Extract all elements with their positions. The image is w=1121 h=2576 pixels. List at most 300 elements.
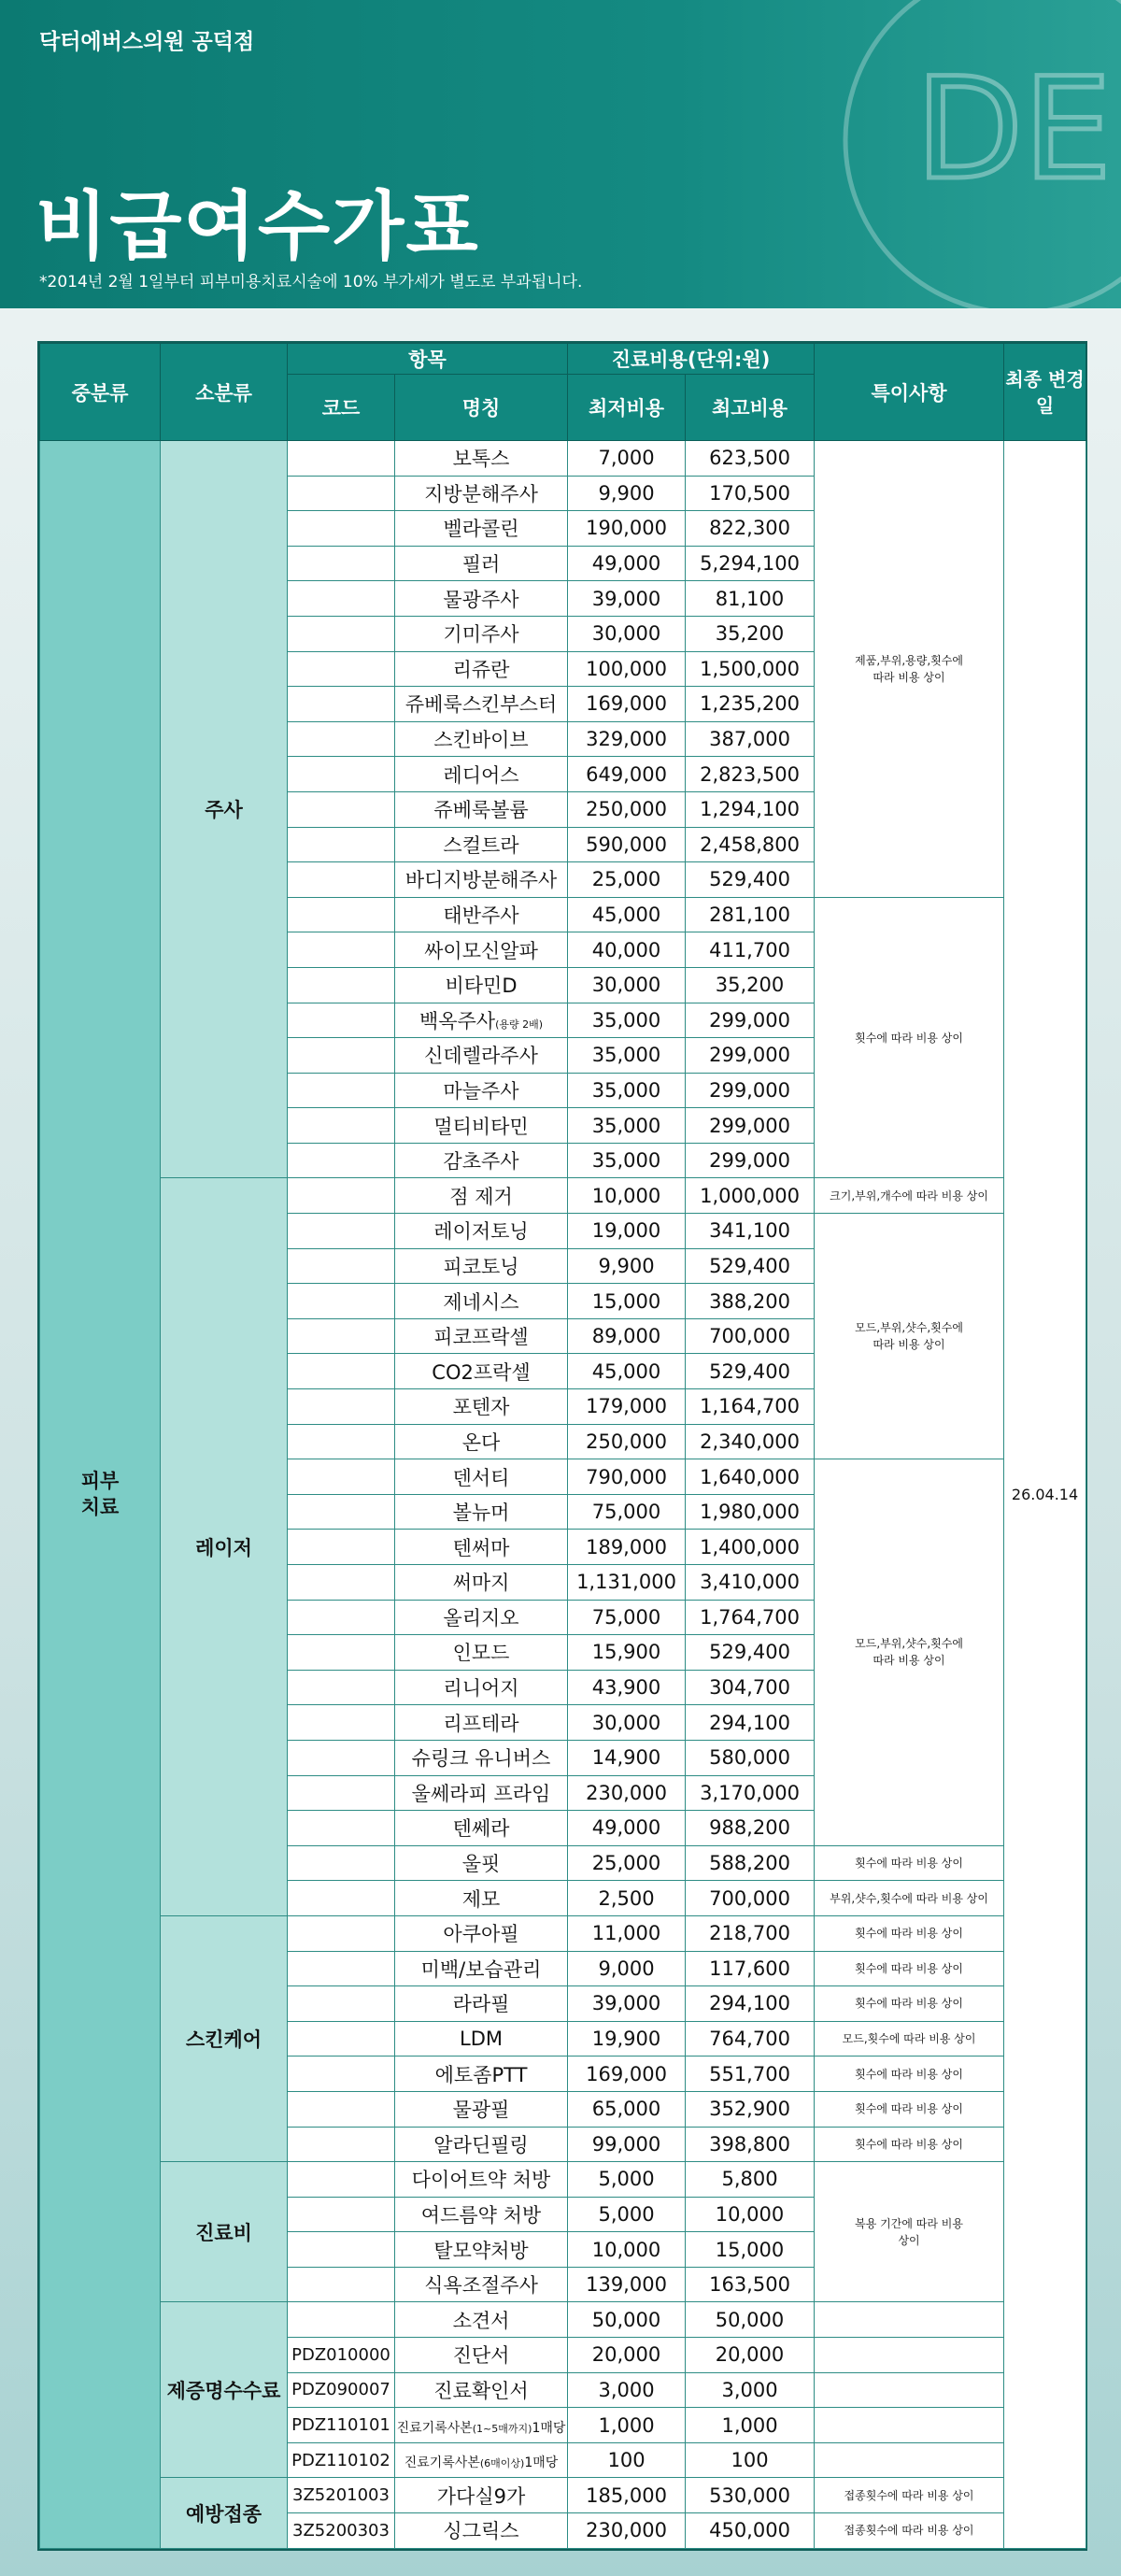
item-name-text: 여드름약 처방 [420,2203,542,2227]
max-cost: 1,000 [686,2408,815,2443]
min-cost: 45,000 [568,1354,686,1389]
note-cell: 횟수에 따라 비용 상이 [815,1845,1004,1881]
table-row [40,2302,1086,2338]
item-name [395,1214,568,1249]
item-name-text: 감초주사 [443,1150,519,1174]
item-name [395,1565,568,1601]
max-cost: 299,000 [686,1038,815,1074]
min-cost: 179,000 [568,1389,686,1425]
max-cost: 388,200 [686,1284,815,1319]
min-cost: 9,000 [568,1951,686,1986]
item-code [288,1143,395,1178]
item-name-unit: 1매당 [524,2455,559,2471]
note-cell: 접종횟수에 따라 비용 상이 [815,2478,1004,2513]
item-code [288,1318,395,1354]
max-cost: 529,400 [686,862,815,898]
item-name-detail: (용량 2배) [495,1018,544,1031]
min-cost: 43,900 [568,1670,686,1705]
table-row [40,1915,1086,1951]
max-cost: 588,200 [686,1845,815,1881]
max-cost: 3,170,000 [686,1775,815,1811]
item-name [395,1530,568,1565]
max-cost: 530,000 [686,2478,815,2513]
item-code: PDZ010000 [288,2338,395,2373]
item-name [395,1108,568,1144]
max-cost: 294,100 [686,1986,815,2022]
min-cost: 35,000 [568,1108,686,1144]
item-name-text: 인모드 [452,1642,510,1665]
sub-category-cell: 제증명수수료 [161,2302,288,2478]
max-cost: 304,700 [686,1670,815,1705]
item-code [288,1951,395,1986]
note-cell: 횟수에 따라 비용 상이 [815,897,1004,1178]
item-name-text: 물광필 [452,2099,510,2122]
item-name [395,1740,568,1775]
price-table-container [37,341,1087,2551]
item-name [395,1775,568,1811]
item-name-text: 포텐자 [452,1396,510,1419]
item-name-text: 진료기록사본 [396,2420,473,2436]
table-row [40,2478,1086,2513]
min-cost: 169,000 [568,687,686,722]
min-cost: 250,000 [568,791,686,827]
price-table-body [40,441,1086,2549]
mid-category-cell: 피부 치료 [40,441,161,2549]
item-name-text: 물광주사 [443,588,519,611]
min-cost: 169,000 [568,2057,686,2092]
min-cost: 39,000 [568,581,686,617]
max-cost: 1,980,000 [686,1494,815,1530]
min-cost: 39,000 [568,1986,686,2022]
page-title: 비급여수가표 [35,183,480,270]
max-cost: 5,800 [686,2162,815,2198]
item-code [288,1600,395,1635]
item-code [288,2127,395,2162]
table-row [40,441,1086,477]
item-name-text: 리니어지 [443,1677,519,1701]
table-row [40,1178,1086,1214]
clinic-name: 닥터에버스의원 공덕점 [39,30,255,54]
note-cell: 횟수에 따라 비용 상이 [815,2057,1004,2092]
header-min: 최저비용 [568,375,686,441]
item-name-text: 벨라콜린 [443,518,519,541]
item-name-text: 진료기록사본 [404,2455,480,2471]
item-name-text: 피코프락셀 [433,1326,529,1349]
min-cost: 89,000 [568,1318,686,1354]
item-name [395,1284,568,1319]
table-row [40,2162,1086,2198]
max-cost: 764,700 [686,2021,815,2057]
header-sub-category: 소분류 [161,344,288,441]
min-cost: 15,000 [568,1284,686,1319]
item-code [288,616,395,651]
item-name-text: 스컬트라 [443,833,519,857]
item-name-text: 제모 [461,1887,501,1911]
item-code [288,2267,395,2302]
item-code [288,1881,395,1916]
item-code: PDZ110101 [288,2408,395,2443]
item-name-text: 신데렐라주사 [424,1045,538,1068]
max-cost: 822,300 [686,511,815,547]
item-name-text: 레디어스 [443,763,519,787]
logo-letters: DE [915,49,1113,211]
item-name-text: 다이어트약 처방 [411,2169,551,2192]
max-cost: 2,823,500 [686,757,815,792]
max-cost: 2,340,000 [686,1424,815,1459]
min-cost: 250,000 [568,1424,686,1459]
item-name [395,511,568,547]
item-name [395,441,568,477]
item-name [395,687,568,722]
item-code [288,1248,395,1284]
note-cell [815,2372,1004,2408]
note-cell: 접종횟수에 따라 비용 상이 [815,2513,1004,2549]
max-cost: 294,100 [686,1705,815,1741]
item-code [288,476,395,511]
max-cost: 398,800 [686,2127,815,2162]
min-cost: 40,000 [568,932,686,968]
max-cost: 15,000 [686,2232,815,2268]
min-cost: 65,000 [568,2091,686,2127]
item-code [288,1986,395,2022]
item-code [288,2021,395,2057]
item-name [395,1354,568,1389]
item-name [395,1600,568,1635]
item-name [395,1073,568,1108]
item-name-text: 에토좀PTT [434,2063,528,2086]
item-code [288,967,395,1003]
item-name-text: CO2프락셀 [432,1360,531,1384]
item-code [288,791,395,827]
item-name-text: 슈링크 유니버스 [411,1747,551,1771]
item-name [395,897,568,932]
item-name-text: 점 제거 [449,1185,513,1208]
item-code [288,1003,395,1038]
item-name [395,1811,568,1846]
max-cost: 988,200 [686,1811,815,1846]
item-code [288,1530,395,1565]
min-cost: 35,000 [568,1003,686,1038]
max-cost: 35,200 [686,616,815,651]
note-cell: 횟수에 따라 비용 상이 [815,1915,1004,1951]
max-cost: 1,400,000 [686,1530,815,1565]
item-name-detail: (1~5매까지) [472,2422,532,2435]
item-name [395,2162,568,2198]
min-cost: 10,000 [568,2232,686,2268]
min-cost: 185,000 [568,2478,686,2513]
item-name-text: 덴서티 [452,1466,510,1489]
max-cost: 10,000 [686,2197,815,2232]
item-name-text: 보톡스 [452,448,510,471]
item-name-text: 레이저토닝 [433,1220,529,1244]
item-name-text: 가다실9가 [436,2484,526,2508]
item-name-text: 싸이모신알파 [424,939,538,962]
item-code [288,2162,395,2198]
item-code [288,757,395,792]
note-cell [815,2338,1004,2373]
max-cost: 299,000 [686,1073,815,1108]
item-name [395,862,568,898]
item-name [395,2338,568,2373]
item-name [395,616,568,651]
item-name [395,827,568,862]
item-name-text: 아쿠아필 [443,1923,519,1946]
max-cost: 163,500 [686,2267,815,2302]
item-code [288,1811,395,1846]
item-code [288,1459,395,1495]
item-code [288,651,395,687]
item-code: 3Z5200303 [288,2513,395,2549]
item-name-text: 써마지 [452,1572,510,1595]
item-name [395,721,568,757]
item-code [288,1178,395,1214]
item-name-text: 백옥주사 [419,1009,496,1032]
max-cost: 700,000 [686,1318,815,1354]
item-code [288,511,395,547]
item-name-text: 태반주사 [443,904,519,928]
min-cost: 10,000 [568,1178,686,1214]
item-name [395,2513,568,2549]
note-cell: 모드,부위,샷수,횟수에 따라 비용 상이 [815,1214,1004,1459]
max-cost: 3,000 [686,2372,815,2408]
item-name-text: 지방분해주사 [424,482,538,505]
min-cost: 5,000 [568,2162,686,2198]
min-cost: 30,000 [568,1705,686,1741]
item-code [288,1740,395,1775]
min-cost: 35,000 [568,1143,686,1178]
min-cost: 30,000 [568,967,686,1003]
max-cost: 529,400 [686,1635,815,1671]
note-cell: 횟수에 따라 비용 상이 [815,1986,1004,2022]
min-cost: 35,000 [568,1073,686,1108]
item-code [288,441,395,477]
header-cost: 진료비용(단위:원) [568,344,815,375]
max-cost: 387,000 [686,721,815,757]
max-cost: 623,500 [686,441,815,477]
min-cost: 230,000 [568,1775,686,1811]
item-name-text: 리프테라 [443,1712,519,1735]
item-name-text: 기미주사 [443,623,519,647]
note-cell: 모드,횟수에 따라 비용 상이 [815,2021,1004,2057]
item-code [288,2232,395,2268]
item-name [395,1003,568,1038]
min-cost: 7,000 [568,441,686,477]
item-name [395,1459,568,1495]
item-name [395,476,568,511]
item-code [288,1354,395,1389]
max-cost: 299,000 [686,1003,815,1038]
min-cost: 45,000 [568,897,686,932]
note-cell: 크기,부위,개수에 따라 비용 상이 [815,1178,1004,1214]
item-code [288,721,395,757]
item-name-detail: (6매이상) [479,2457,525,2470]
item-code: PDZ110102 [288,2442,395,2478]
item-name-text: 진료확인서 [433,2379,529,2402]
price-table [39,343,1086,2549]
item-name [395,2267,568,2302]
max-cost: 3,410,000 [686,1565,815,1601]
min-cost: 2,500 [568,1881,686,1916]
item-code [288,1845,395,1881]
item-code [288,932,395,968]
header-mid-category: 중분류 [40,344,161,441]
max-cost: 281,100 [686,897,815,932]
vat-notice: *2014년 2월 1일부터 피부미용치료시술에 10% 부가세가 별도로 부과됩니다. [39,273,583,292]
max-cost: 529,400 [686,1248,815,1284]
item-code [288,1424,395,1459]
min-cost: 5,000 [568,2197,686,2232]
item-name-text: 쥬베룩스킨부스터 [404,693,558,717]
item-name [395,1951,568,1986]
min-cost: 189,000 [568,1530,686,1565]
item-name [395,1915,568,1951]
item-code [288,1108,395,1144]
item-name-text: 싱그릭스 [443,2520,519,2543]
min-cost: 100,000 [568,651,686,687]
item-name [395,967,568,1003]
min-cost: 329,000 [568,721,686,757]
note-cell: 복용 기간에 따라 비용 상이 [815,2162,1004,2302]
item-name [395,2408,568,2443]
item-name [395,2478,568,2513]
min-cost: 3,000 [568,2372,686,2408]
item-name-text: 올리지오 [443,1606,519,1630]
item-code [288,1284,395,1319]
item-name [395,1670,568,1705]
item-code [288,2057,395,2092]
max-cost: 170,500 [686,476,815,511]
max-cost: 700,000 [686,1881,815,1916]
max-cost: 341,100 [686,1214,815,1249]
min-cost: 19,900 [568,2021,686,2057]
min-cost: 75,000 [568,1600,686,1635]
item-name-text: 마늘주사 [443,1079,519,1103]
min-cost: 649,000 [568,757,686,792]
max-cost: 411,700 [686,932,815,968]
max-cost: 218,700 [686,1915,815,1951]
item-name-text: 식욕조절주사 [424,2274,538,2298]
max-cost: 1,000,000 [686,1178,815,1214]
max-cost: 5,294,100 [686,546,815,581]
clinic-logo-icon [822,0,1121,308]
max-cost: 35,200 [686,967,815,1003]
item-name-text: 바디지방분해주사 [404,869,558,892]
max-cost: 450,000 [686,2513,815,2549]
max-cost: 81,100 [686,581,815,617]
item-name-text: 울핏 [461,1853,501,1876]
min-cost: 139,000 [568,2267,686,2302]
item-name [395,1389,568,1425]
item-name-text: 리쥬란 [452,658,510,681]
item-name-text: 온다 [461,1430,501,1454]
item-name [395,581,568,617]
item-name-text: 스킨바이브 [433,729,529,752]
note-cell: 횟수에 따라 비용 상이 [815,2127,1004,2162]
item-code [288,1670,395,1705]
item-code [288,827,395,862]
item-name-text: 텐써마 [452,1536,510,1559]
item-name [395,2057,568,2092]
note-cell [815,2442,1004,2478]
max-cost: 20,000 [686,2338,815,2373]
item-code [288,1038,395,1074]
item-code [288,1705,395,1741]
item-name [395,2127,568,2162]
item-name [395,932,568,968]
last-changed-date: 26.04.14 [1004,441,1086,2549]
sub-category-cell: 예방접종 [161,2478,288,2548]
min-cost: 49,000 [568,546,686,581]
item-code [288,2197,395,2232]
item-name [395,1143,568,1178]
item-code [288,862,395,898]
min-cost: 14,900 [568,1740,686,1775]
item-name-text: 비타민D [445,975,518,998]
min-cost: 49,000 [568,1811,686,1846]
item-name [395,1705,568,1741]
note-cell: 횟수에 따라 비용 상이 [815,1951,1004,1986]
min-cost: 230,000 [568,2513,686,2549]
item-name [395,1881,568,1916]
item-name [395,1635,568,1671]
item-name-text: 소견서 [452,2309,510,2332]
min-cost: 99,000 [568,2127,686,2162]
item-name [395,1424,568,1459]
item-name [395,1178,568,1214]
item-name [395,1845,568,1881]
max-cost: 1,164,700 [686,1389,815,1425]
note-cell: 횟수에 따라 비용 상이 [815,2091,1004,2127]
header-max: 최고비용 [686,375,815,441]
max-cost: 2,458,800 [686,827,815,862]
item-code [288,1214,395,1249]
item-code [288,1073,395,1108]
min-cost: 590,000 [568,827,686,862]
item-code [288,2302,395,2338]
min-cost: 1,000 [568,2408,686,2443]
note-cell [815,2302,1004,2338]
min-cost: 19,000 [568,1214,686,1249]
max-cost: 551,700 [686,2057,815,2092]
max-cost: 529,400 [686,1354,815,1389]
header-note: 특이사항 [815,344,1004,441]
min-cost: 15,900 [568,1635,686,1671]
item-name-text: 탈모약처방 [433,2239,529,2262]
item-code [288,1494,395,1530]
min-cost: 1,131,000 [568,1565,686,1601]
item-name [395,651,568,687]
min-cost: 50,000 [568,2302,686,2338]
item-name-text: 알라딘필링 [433,2133,529,2156]
item-name [395,1038,568,1074]
item-code [288,687,395,722]
note-cell: 제품,부위,용량,횟수에 따라 비용 상이 [815,441,1004,898]
item-name-text: LDM [460,2028,503,2051]
min-cost: 25,000 [568,1845,686,1881]
max-cost: 1,764,700 [686,1600,815,1635]
min-cost: 9,900 [568,1248,686,1284]
item-name-text: 쥬베룩볼륨 [433,799,529,822]
header-banner [0,0,1121,308]
item-name-text: 미백/보습관리 [420,1957,542,1981]
item-name-text: 피코토닝 [443,1255,519,1278]
sub-category-cell: 스킨케어 [161,1915,288,2161]
note-cell [815,2408,1004,2443]
sub-category-cell: 진료비 [161,2162,288,2302]
max-cost: 1,500,000 [686,651,815,687]
sub-category-cell: 레이저 [161,1178,288,1915]
min-cost: 25,000 [568,862,686,898]
